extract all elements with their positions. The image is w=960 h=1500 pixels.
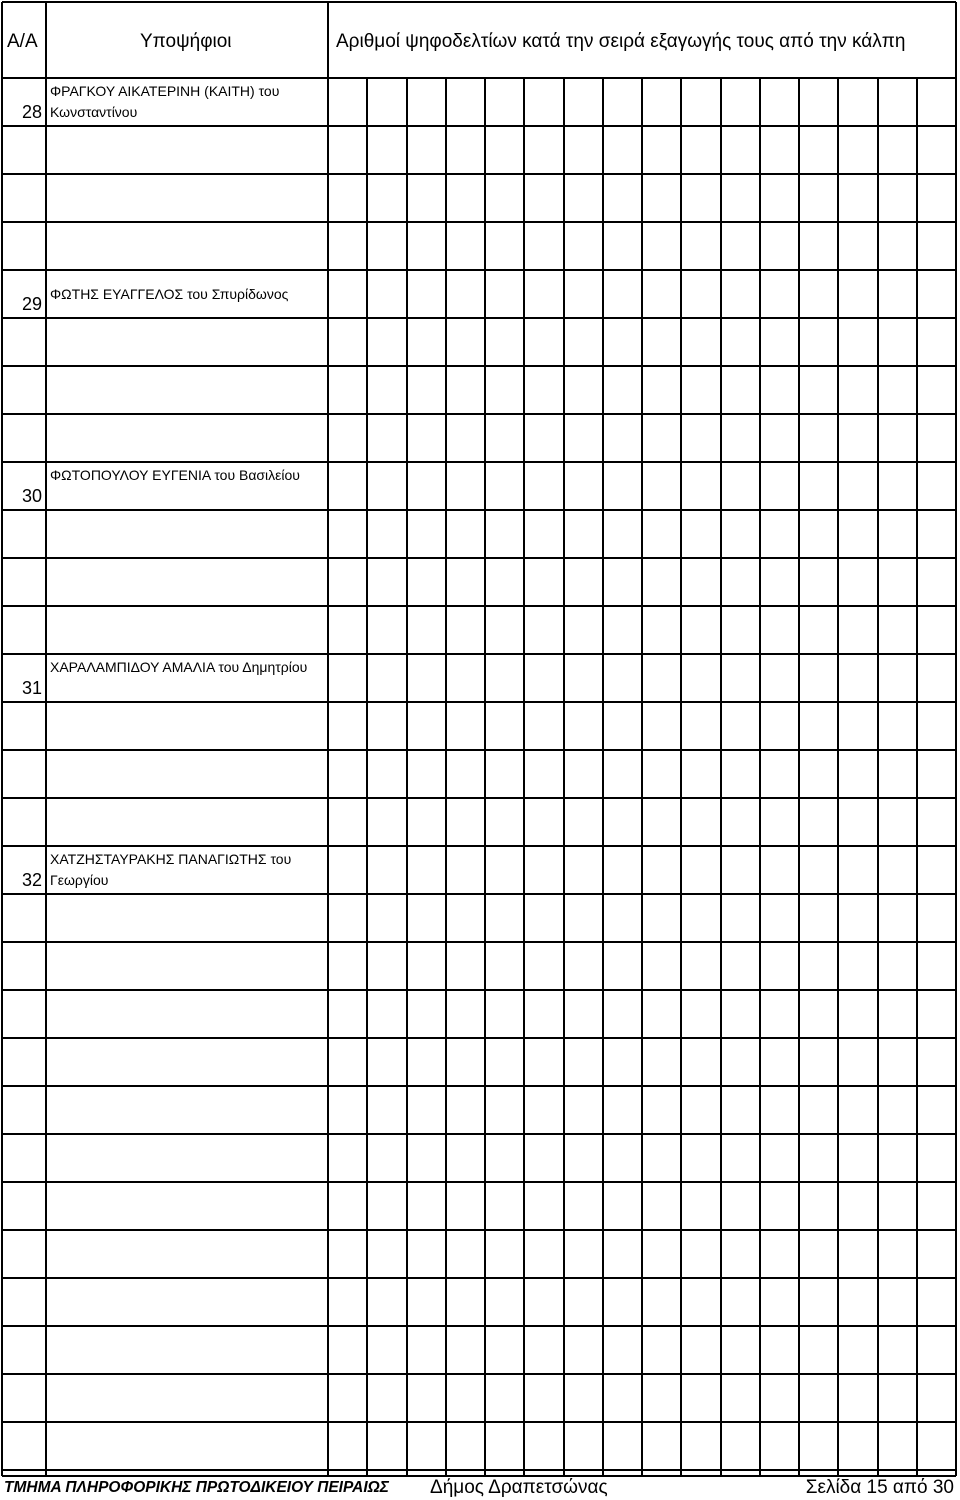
candidate-name: ΦΩΤΗΣ ΕΥΑΓΓΕΛΟΣ του Σπυρίδωνος bbox=[50, 286, 289, 302]
candidate-name: ΦΡΑΓΚΟΥ ΑΙΚΑΤΕΡΙΝΗ (ΚΑΙΤΗ) του Κωνσταντίνου bbox=[50, 83, 280, 120]
candidate-name: ΦΩΤΟΠΟΥΛΟΥ ΕΥΓΕΝΙΑ του Βασιλείου bbox=[50, 467, 300, 483]
page-footer bbox=[0, 1476, 960, 1500]
candidate-number: 30 bbox=[21, 486, 42, 506]
candidate-number: 28 bbox=[21, 102, 42, 122]
header-aa: Α/Α bbox=[7, 31, 38, 52]
candidate-number: 29 bbox=[21, 294, 42, 314]
candidate-number: 31 bbox=[21, 678, 42, 698]
footer-page-number: Σελίδα 15 από 30 bbox=[805, 1477, 954, 1498]
footer-municipality: Δήμος Δραπετσώνας bbox=[430, 1477, 608, 1498]
candidate-number: 32 bbox=[21, 870, 42, 890]
header-ballot-numbers: Αριθμοί ψηφοδελτίων κατά την σειρά εξαγωγής τους από την κάλπη bbox=[336, 31, 906, 52]
candidate-name: ΧΑΤΖΗΣΤΑΥΡΑΚΗΣ ΠΑΝΑΓΙΩΤΗΣ του Γεωργίου bbox=[50, 851, 292, 888]
candidate-name: ΧΑΡΑΛΑΜΠΙΔΟΥ ΑΜΑΛΙΑ του Δημητρίου bbox=[50, 659, 308, 675]
header-candidates: Υποψήφιοι bbox=[140, 31, 232, 52]
footer-department: ΤΜΗΜΑ ΠΛΗΡΟΦΟΡΙΚΗΣ ΠΡΩΤΟΔΙΚΕΙΟΥ ΠΕΙΡΑΙΩΣ bbox=[4, 1479, 389, 1496]
